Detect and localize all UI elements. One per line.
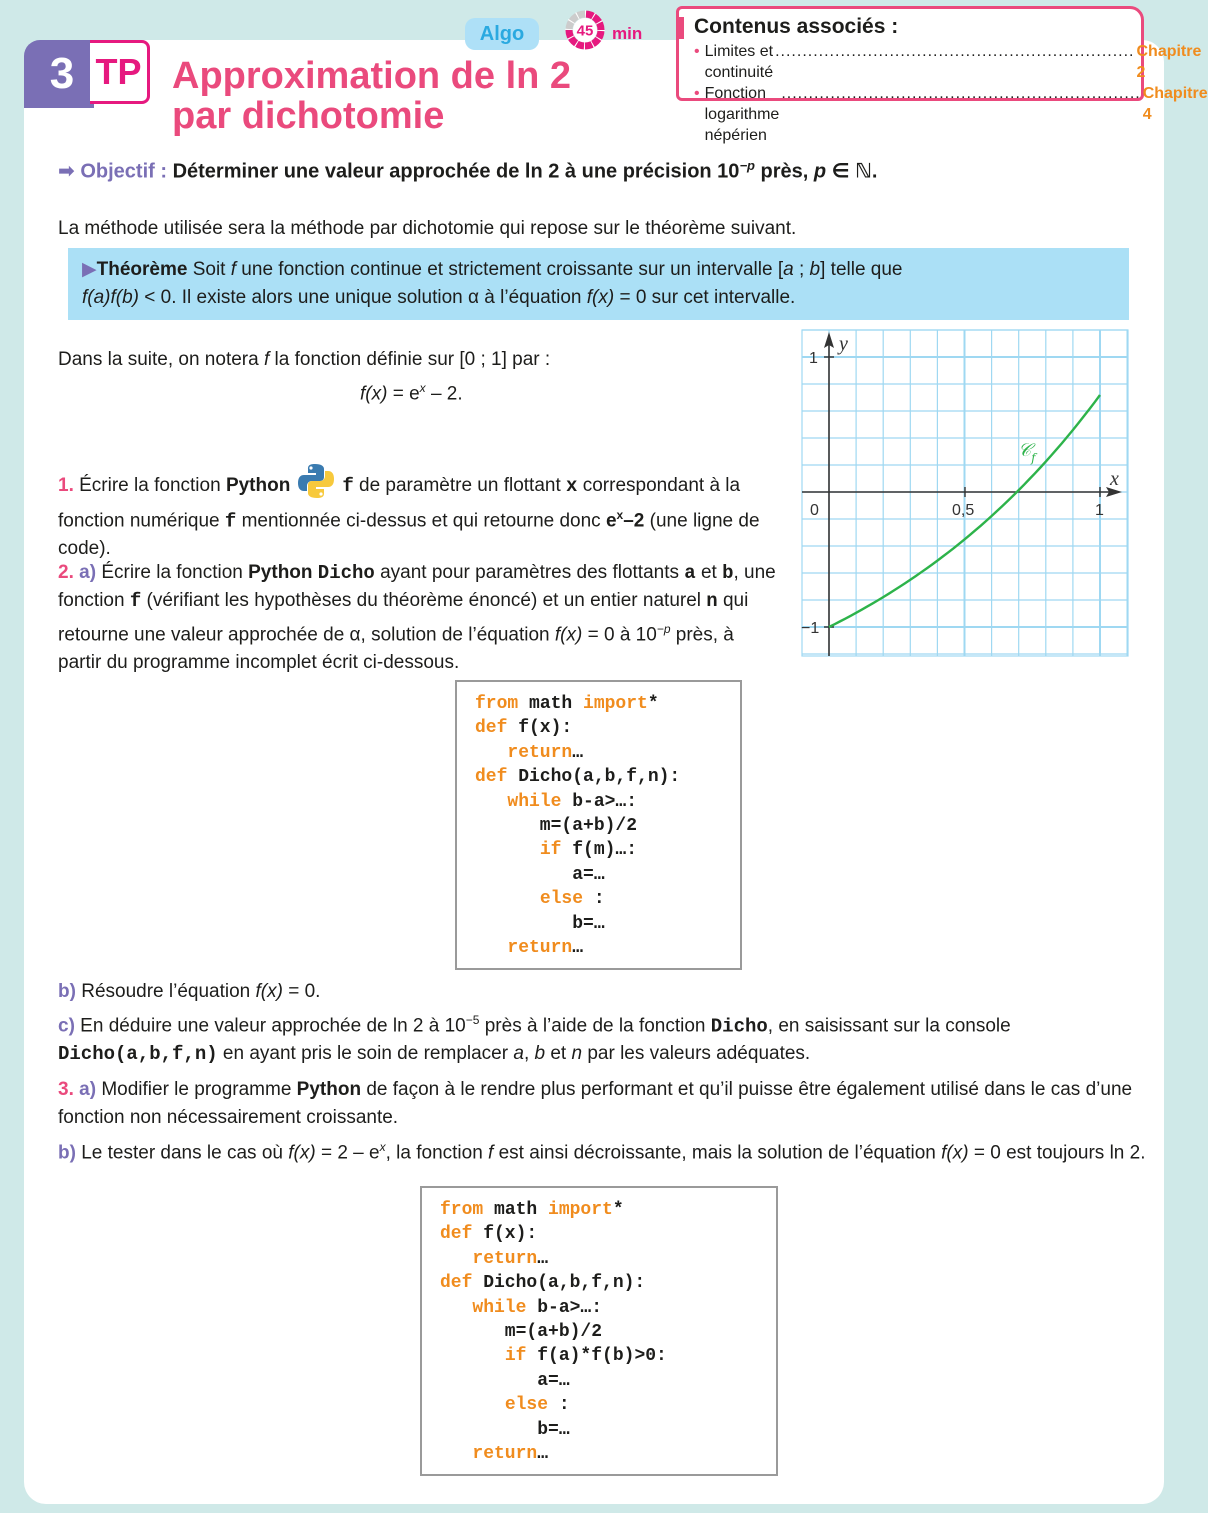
question-text: de paramètre un flottant [353,475,567,496]
intro-paragraph: La méthode utilisée sera la méthode par dichotomie qui repose sur le théorème suivant. [58,218,797,239]
code-block-1 [455,680,742,970]
title-line-2: par dichotomie [172,95,445,137]
question-text: Résoudre l’équation [75,981,256,1002]
formula-text: = e [387,383,420,405]
code-line [440,1247,776,1271]
code-line [475,863,740,887]
code-line [440,1418,776,1442]
code-line [475,814,740,838]
arrow-right-icon: ➡ [58,160,75,183]
definition-text: la fonction définie sur [0 ; 1] par : [269,349,551,370]
algo-tag-label: Algo [479,22,525,45]
objective-label: Objectif : [80,160,167,183]
x-tick-label: 1 [1095,502,1104,519]
code-text: Dicho(a,b,f,n): [507,767,681,788]
python-logo-icon [296,461,336,501]
math-expr: f(x) [288,1142,316,1164]
y-tick-label: 1 [809,350,818,367]
python-label: Python [296,1079,362,1100]
question-text: et [695,562,723,583]
code-text [440,1249,472,1269]
code-text: b-a>…: [561,791,638,812]
code-keyword: import [583,694,648,714]
code-line [475,912,740,936]
code-keyword: return [472,1444,538,1465]
question-2a [58,559,778,677]
return-expr: e [605,510,617,532]
code-text [475,938,507,958]
code-line [475,887,740,911]
code-keyword: while [507,791,562,812]
sub-question-label: b) [58,1142,76,1164]
definition-formula [360,374,463,408]
math-var: n [571,1043,583,1065]
code-text: b=… [475,913,605,934]
sub-question-label: a) [79,562,97,583]
theorem-expr: f(x) [586,287,615,308]
question-1 [58,461,778,563]
question-text: , [523,1043,535,1065]
timer-icon [565,10,605,50]
question-text: (une ligne de code). [58,510,760,560]
code-text: * [647,694,659,714]
question-number: 3. [58,1079,74,1100]
bullet-icon: • [694,43,700,60]
related-item-chapter-link[interactable]: Chapitre 4 [1142,85,1208,123]
code-keyword: def [475,718,508,739]
python-label: Python [225,475,291,496]
tp-badge [90,40,150,104]
code-line [475,936,740,960]
function-graph [800,328,1130,658]
question-text: = 0 à 10 [582,624,657,646]
math-var: f [488,1142,494,1164]
theorem-box [68,248,1129,320]
theorem-label: Théorème [96,259,188,280]
return-expr: –2 [623,510,645,532]
code-text: * [612,1200,624,1220]
sub-question-label: b) [58,981,76,1002]
question-text: Écrire la fonction [73,475,226,496]
question-text: En déduire une valeur approchée de ln 2 à 10 [74,1015,466,1037]
code-inline: f [224,510,237,533]
code-text: b=… [440,1419,570,1440]
y-axis-label: y [839,333,848,355]
question-text: ayant pour paramètres des flottants [374,562,685,583]
related-contents-box [676,6,1208,144]
code-keyword: while [472,1297,527,1318]
code-line [475,741,740,765]
code-text [475,889,540,909]
formula-fx: f(x) [360,383,388,405]
code-keyword: return [507,742,573,763]
code-text: f(a)*f(b)>0: [526,1346,667,1367]
question-text: , une fonction [58,562,776,611]
code-text: … [572,938,584,959]
return-exponent: x [616,508,624,522]
question-text: Le tester dans le cas où [75,1142,289,1164]
code-text: Dicho(a,b,f,n): [472,1273,646,1294]
theorem-expr: f(a)f(b) [82,287,139,308]
question-text: correspondant à la fonction numérique [58,475,741,532]
code-line [440,1222,776,1246]
question-text: par les valeurs adéquates. [582,1043,811,1065]
code-keyword: return [507,938,573,959]
objective-text-after: près, [754,160,814,183]
duration-unit: min [612,24,643,43]
algo-tag [465,18,539,50]
code-text [475,840,540,860]
title-line-1: Approximation de ln 2 [172,55,572,97]
question-text: mentionnée ci-dessus et qui retourne donc [236,510,606,532]
code-keyword: return [472,1248,538,1269]
curve-label: 𝒞$_f$ [1018,440,1036,465]
related-item-chapter-link[interactable]: Chapitre 2 [1136,43,1202,81]
related-contents-title: Contenus associés : [694,15,899,38]
code-line [475,692,740,716]
objective-exponent: −p [739,158,755,173]
x-tick-label: 0,5 [952,502,975,519]
code-inline: x [566,475,578,497]
question-2b [58,978,320,1006]
code-line [440,1344,776,1368]
code-block-2 [420,1186,778,1476]
code-text [440,1444,472,1464]
code-inline: b [722,562,734,584]
code-text: a=… [440,1370,570,1391]
definition-var: f [263,349,270,370]
leader-dots: .................................................................. [775,43,1135,60]
exponent: −5 [465,1013,480,1027]
math-expr: f(x) [941,1142,969,1164]
code-keyword: def [475,767,508,788]
theorem-text: < 0. Il existe alors une unique solution α à l’équation [139,287,587,308]
activity-number-badge [24,40,94,108]
code-inline: Dicho(a,b,f,n) [58,1043,218,1066]
code-text: m=(a+b)/2 [475,816,638,837]
question-text: de façon à le rendre plus performant et qu’il puisse être également utilisé dans le cas d’une fonction non nécessairement croissante. [58,1079,1133,1128]
code-line [440,1320,776,1344]
bullet-icon: • [694,85,700,102]
page-title [172,56,571,136]
theorem-var: b [809,259,821,280]
code-line [475,838,740,862]
math-var: a [513,1043,524,1065]
code-text [440,1298,472,1318]
code-text [475,743,507,763]
code-text [475,792,507,812]
question-text: près, à partir du programme incomplet écrit ci-dessous. [58,624,734,674]
code-text: f(m)…: [561,840,638,861]
code-inline: f [129,590,142,612]
code-text: b-a>…: [526,1297,603,1318]
code-line [440,1198,776,1222]
question-text: Modifier le programme [96,1079,297,1100]
related-item-label: Limites et continuité [704,43,774,81]
activity-number: 3 [49,49,75,98]
code-line [440,1442,776,1466]
code-text: … [572,742,584,763]
math-expr: f(x) [554,624,583,646]
question-text: près à l’aide de la fonction [479,1015,711,1037]
code-inline: a [684,562,696,584]
question-3b [58,1133,1148,1167]
definition-line [58,346,550,374]
code-text: f(x): [472,1224,538,1245]
tp-label: TP [95,51,142,92]
duration-value: 45 [576,22,594,40]
code-text: … [537,1444,549,1465]
code-line [475,765,740,789]
code-line [475,790,740,814]
question-text: (vérifiant les hypothèses du théorème énoncé) et un entier naturel [141,590,707,611]
question-number: 2. [58,562,74,583]
theorem-text: ; [793,259,810,280]
y-tick-label: −1 [801,620,820,637]
code-text: : [548,1395,570,1416]
question-number: 1. [58,475,74,496]
theorem-text: = 0 sur cet intervalle. [614,287,796,308]
objective-text: Déterminer une valeur approchée de ln 2 à une précision 10 [172,160,740,183]
x-axis-label: x [1110,468,1119,490]
question-text: = 2 – e [315,1142,380,1164]
formula-exponent: x [419,381,426,395]
leader-dots: .................................................................. [781,85,1141,102]
origin-label: 0 [810,502,819,519]
theorem-text: une fonction continue et strictement croissante sur un intervalle [ [236,259,784,280]
code-keyword: from [440,1200,484,1220]
code-inline: Dicho [710,1015,768,1038]
related-item[interactable] [694,41,1202,83]
objective-set: ∈ ℕ. [826,160,878,183]
question-text: , en saisissant sur la console [767,1015,1011,1037]
code-inline: f [342,475,354,497]
code-inline: n [706,590,718,612]
question-text: = 0. [282,981,321,1002]
code-keyword: if [539,840,562,861]
sub-question-label: a) [79,1079,97,1100]
question-text: , la fonction [385,1142,489,1164]
question-text: en ayant pris le soin de remplacer [217,1043,514,1065]
code-line [440,1271,776,1295]
question-2c [58,1006,1148,1068]
code-keyword: def [440,1273,473,1294]
code-text: m=(a+b)/2 [440,1322,603,1343]
question-3a [58,1076,1148,1132]
code-line [440,1296,776,1320]
code-line [440,1393,776,1417]
related-item[interactable] [694,83,1208,146]
question-text: et [545,1043,572,1065]
code-text: : [583,889,605,910]
code-keyword: def [440,1224,473,1245]
theorem-var: a [783,259,794,280]
formula-text: – 2. [425,383,463,405]
code-line [440,1369,776,1393]
objective-var: p [813,160,827,183]
exponent: x [379,1140,386,1154]
triangle-right-icon: ▶ [82,259,97,280]
code-line [475,716,740,740]
code-text: math [518,694,584,714]
code-keyword: from [475,694,519,714]
theorem-var: f [230,259,237,280]
related-item-label: Fonction logarithme népérien [704,85,780,144]
code-keyword: else [539,889,584,910]
python-label: Python [248,562,313,583]
math-expr: f(x) [255,981,283,1002]
math-var: b [534,1043,546,1065]
code-text: math [483,1200,549,1220]
code-keyword: import [548,1200,613,1220]
code-inline: Dicho [317,562,375,584]
sub-question-label: c) [58,1015,75,1037]
question-text: qui retourne une valeur approchée de α, solution de l’équation [58,590,749,646]
exponent: −p [656,622,671,636]
theorem-text: ] telle que [820,259,903,280]
question-text: Écrire la fonction [96,562,249,583]
definition-text: Dans la suite, on notera [58,349,264,370]
question-text: est ainsi décroissante, mais la solution de l’équation [493,1142,942,1164]
question-text: = 0 est toujours ln 2. [968,1142,1146,1164]
code-text: f(x): [507,718,573,739]
code-keyword: if [504,1346,527,1367]
objective [58,158,877,184]
code-text [440,1395,505,1415]
code-text: … [537,1248,549,1269]
code-text [440,1346,505,1366]
theorem-text: Soit [187,259,231,280]
code-text: a=… [475,864,605,885]
code-keyword: else [504,1395,549,1416]
